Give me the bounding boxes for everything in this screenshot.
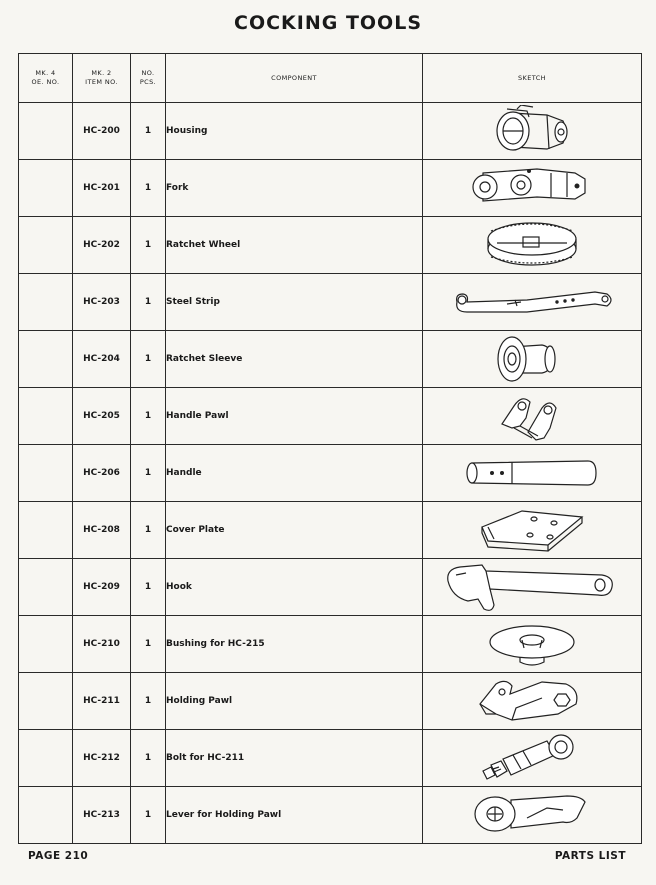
component-cell: Bushing for HC-215 bbox=[166, 616, 423, 673]
header-mk4-line2: OE. NO. bbox=[31, 78, 60, 86]
mk4-cell bbox=[19, 502, 73, 559]
table-row bbox=[19, 103, 642, 160]
component-cell: Cover Plate bbox=[166, 502, 423, 559]
table-row bbox=[19, 730, 642, 787]
sketch-cell bbox=[423, 160, 642, 217]
component-cell: Fork bbox=[166, 160, 423, 217]
item-no-cell: HC-203 bbox=[73, 274, 131, 331]
table-row bbox=[19, 787, 642, 844]
item-no-cell: HC-201 bbox=[73, 160, 131, 217]
housing-sketch-icon bbox=[477, 105, 587, 157]
bolt-sketch-icon bbox=[477, 731, 587, 785]
header-pcs-line2: PCS. bbox=[139, 78, 157, 86]
table-row bbox=[19, 331, 642, 388]
mk4-cell bbox=[19, 160, 73, 217]
header-mk2-item-no bbox=[73, 54, 131, 103]
pcs-cell: 1 bbox=[131, 673, 166, 730]
table-row bbox=[19, 559, 642, 616]
item-no-cell: HC-208 bbox=[73, 502, 131, 559]
holding-pawl-sketch-icon bbox=[472, 674, 592, 728]
sketch-cell bbox=[423, 445, 642, 502]
steel-strip-sketch-icon bbox=[447, 282, 617, 322]
component-cell: Handle Pawl bbox=[166, 388, 423, 445]
ratchet-sleeve-sketch-icon bbox=[492, 333, 572, 385]
component-cell: Hook bbox=[166, 559, 423, 616]
sketch-cell bbox=[423, 673, 642, 730]
pcs-cell: 1 bbox=[131, 217, 166, 274]
component-cell: Housing bbox=[166, 103, 423, 160]
page-number: PAGE 210 bbox=[28, 850, 89, 862]
table-row bbox=[19, 160, 642, 217]
mk4-cell bbox=[19, 673, 73, 730]
mk4-cell bbox=[19, 787, 73, 844]
bushing-sketch-icon bbox=[482, 618, 582, 670]
item-no-cell: HC-209 bbox=[73, 559, 131, 616]
page-title: COCKING TOOLS bbox=[234, 12, 422, 34]
sketch-cell bbox=[423, 388, 642, 445]
component-cell: Handle bbox=[166, 445, 423, 502]
header-component: COMPONENT bbox=[166, 54, 423, 103]
handle-pawl-sketch-icon bbox=[492, 388, 572, 444]
sketch-cell bbox=[423, 787, 642, 844]
pcs-cell: 1 bbox=[131, 445, 166, 502]
pcs-cell: 1 bbox=[131, 730, 166, 787]
header-mk4-oe-no bbox=[19, 54, 73, 103]
mk4-cell bbox=[19, 331, 73, 388]
header-pcs-line1: NO. bbox=[141, 69, 155, 77]
parts-table bbox=[18, 53, 642, 844]
component-cell: Steel Strip bbox=[166, 274, 423, 331]
cover-plate-sketch-icon bbox=[472, 505, 592, 555]
mk4-cell bbox=[19, 103, 73, 160]
header-mk4-line1: MK. 4 bbox=[35, 69, 56, 77]
pcs-cell: 1 bbox=[131, 274, 166, 331]
component-cell: Lever for Holding Pawl bbox=[166, 787, 423, 844]
table-row bbox=[19, 502, 642, 559]
hook-sketch-icon bbox=[442, 559, 622, 615]
table-row bbox=[19, 217, 642, 274]
mk4-cell bbox=[19, 274, 73, 331]
mk4-cell bbox=[19, 217, 73, 274]
component-cell: Holding Pawl bbox=[166, 673, 423, 730]
item-no-cell: HC-210 bbox=[73, 616, 131, 673]
pcs-cell: 1 bbox=[131, 616, 166, 673]
table-header-row bbox=[19, 54, 642, 103]
item-no-cell: HC-211 bbox=[73, 673, 131, 730]
table-row bbox=[19, 388, 642, 445]
ratchet-wheel-sketch-icon bbox=[477, 219, 587, 271]
header-mk2-line1: MK. 2 bbox=[91, 69, 112, 77]
mk4-cell bbox=[19, 445, 73, 502]
item-no-cell: HC-212 bbox=[73, 730, 131, 787]
table-row bbox=[19, 274, 642, 331]
mk4-cell bbox=[19, 388, 73, 445]
item-no-cell: HC-200 bbox=[73, 103, 131, 160]
pcs-cell: 1 bbox=[131, 559, 166, 616]
component-cell: Bolt for HC-211 bbox=[166, 730, 423, 787]
pcs-cell: 1 bbox=[131, 160, 166, 217]
item-no-cell: HC-206 bbox=[73, 445, 131, 502]
header-no-pcs bbox=[131, 54, 166, 103]
mk4-cell bbox=[19, 559, 73, 616]
header-mk2-line2: ITEM NO. bbox=[85, 78, 118, 86]
mk4-cell bbox=[19, 616, 73, 673]
item-no-cell: HC-202 bbox=[73, 217, 131, 274]
table-row bbox=[19, 673, 642, 730]
sketch-cell bbox=[423, 217, 642, 274]
mk4-cell bbox=[19, 730, 73, 787]
section-label: PARTS LIST bbox=[554, 850, 626, 862]
pcs-cell: 1 bbox=[131, 331, 166, 388]
sketch-cell bbox=[423, 331, 642, 388]
item-no-cell: HC-204 bbox=[73, 331, 131, 388]
sketch-cell bbox=[423, 274, 642, 331]
sketch-cell bbox=[423, 616, 642, 673]
table-row bbox=[19, 445, 642, 502]
pcs-cell: 1 bbox=[131, 388, 166, 445]
sketch-cell bbox=[423, 730, 642, 787]
item-no-cell: HC-213 bbox=[73, 787, 131, 844]
component-cell: Ratchet Sleeve bbox=[166, 331, 423, 388]
pcs-cell: 1 bbox=[131, 502, 166, 559]
pcs-cell: 1 bbox=[131, 103, 166, 160]
sketch-cell bbox=[423, 103, 642, 160]
table-row bbox=[19, 616, 642, 673]
sketch-cell bbox=[423, 502, 642, 559]
component-cell: Ratchet Wheel bbox=[166, 217, 423, 274]
header-sketch: SKETCH bbox=[423, 54, 642, 103]
handle-sketch-icon bbox=[462, 453, 602, 493]
lever-sketch-icon bbox=[467, 788, 597, 842]
item-no-cell: HC-205 bbox=[73, 388, 131, 445]
pcs-cell: 1 bbox=[131, 787, 166, 844]
fork-sketch-icon bbox=[467, 163, 597, 213]
sketch-cell bbox=[423, 559, 642, 616]
